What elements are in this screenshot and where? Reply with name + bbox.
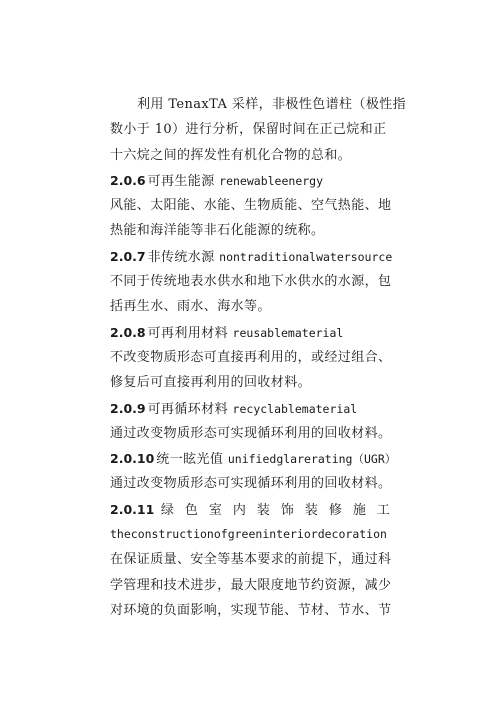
term-title: 可再循环材料 (147, 401, 228, 417)
term-heading-2-0-7 (110, 244, 392, 269)
term-title: 可再生能源 (147, 173, 215, 189)
term-heading-2-0-8 (110, 320, 392, 345)
term-body-line: 对环境的负面影响，实现节能、节材、节水、节 (110, 602, 392, 618)
term-body-line: 不改变物质形态可直接再利用的，或经过组合、 (110, 349, 392, 365)
term-heading-2-0-6 (110, 168, 392, 193)
term-body-line: 在保证质量、安全等基本要求的前提下，通过科 (110, 552, 392, 568)
term-title: 可再利用材料 (147, 325, 228, 341)
term-number: 2.0.11 (110, 501, 155, 517)
term-body-line: 通过改变物质形态可实现循环利用的回收材料。 (110, 476, 392, 492)
term-title: 绿色室内装饰装修施工 (160, 502, 401, 518)
term-number: 2.0.8 (110, 324, 146, 340)
term-english: nontraditionalwatersource (219, 249, 393, 264)
paragraph-line: 十六烷之间的挥发性有机化合物的总和。 (110, 147, 352, 163)
term-english: theconstructionofgreeninteriordecoration (110, 527, 387, 542)
term-number: 2.0.7 (110, 248, 146, 264)
term-body-line: 不同于传统地表水供水和地下水供水的水源，包 (110, 274, 392, 290)
term-body-line: 括再生水、雨水、海水等。 (110, 299, 271, 315)
term-body-line: 修复后可直接再利用的回收材料。 (110, 375, 312, 391)
term-english-line (110, 522, 392, 547)
document-page (110, 92, 407, 623)
term-heading-2-0-11 (110, 497, 401, 522)
term-number: 2.0.10 (110, 451, 155, 467)
term-english: renewableenergy (219, 173, 324, 188)
term-title: 统一眩光值 (156, 452, 224, 468)
paragraph-line: 数小于 10）进行分析，保留时间在正己烷和正 (110, 122, 387, 138)
term-number: 2.0.9 (110, 400, 146, 416)
term-english: reusablematerial (232, 325, 344, 340)
term-english: recyclablematerial (232, 401, 358, 416)
term-body-line: 热能和海洋能等非石化能源的统称。 (110, 223, 325, 239)
paragraph-line: 利用 TenaxTA 采样，非极性色谱柱（极性指 (137, 97, 407, 112)
term-english: unifiedglarerating（UGR） (227, 452, 397, 467)
term-heading-2-0-10 (110, 446, 397, 471)
term-body-line: 学管理和技术进步，最大限度地节约资源，减少 (110, 577, 392, 593)
term-body-line: 风能、太阳能、水能、生物质能、空气热能、地 (110, 198, 392, 214)
term-title: 非传统水源 (147, 249, 215, 265)
term-number: 2.0.6 (110, 172, 146, 188)
term-body-line: 通过改变物质形态可实现循环利用的回收材料。 (110, 425, 392, 441)
term-heading-2-0-9 (110, 396, 392, 421)
